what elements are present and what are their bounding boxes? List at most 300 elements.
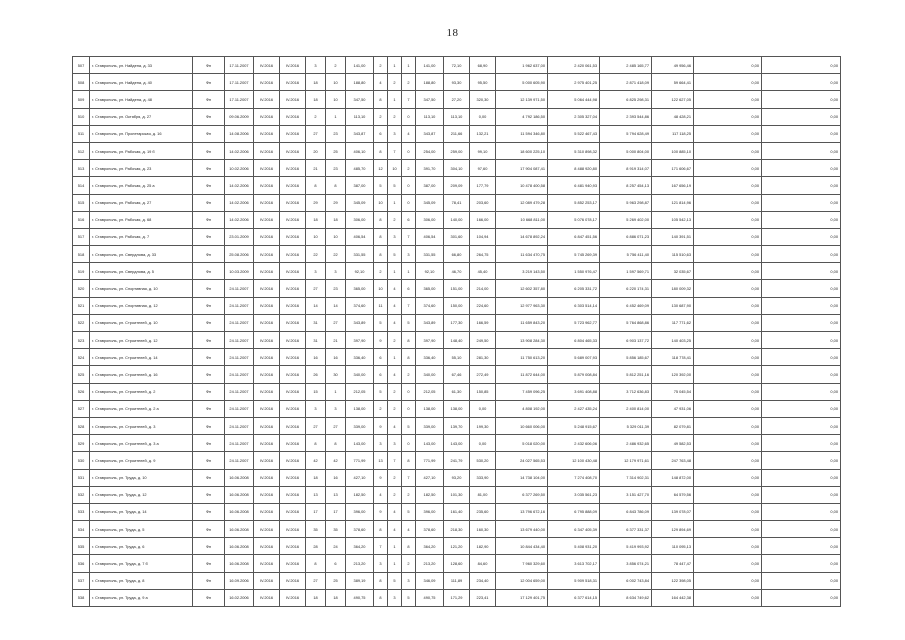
area-relocation-cell: 347,50 [416, 91, 444, 108]
row-number: 525 [73, 366, 90, 383]
premises-private-cell: 1 [388, 194, 402, 211]
residents-cell: 18 [306, 469, 326, 486]
cost-fund-cell: 2 432 606,06 [548, 435, 600, 452]
area-relocation-cell: 339,00 [416, 417, 444, 434]
cost-region-cell: 5 000 804,00 [600, 142, 652, 159]
area-municipal-cell: 530,20 [470, 452, 496, 469]
cost-other-cell: 0,00 [762, 211, 841, 228]
plan-start-cell: IV.2016 [254, 211, 280, 228]
residents-relocated-cell: 18 [326, 589, 346, 606]
address-cell: г. Ставрополь, ул. Трудa, д. 6 [90, 538, 193, 555]
cost-other-cell: 0,00 [762, 91, 841, 108]
cost-total-cell: 12 004 659,00 [496, 572, 548, 589]
table-row [73, 228, 841, 245]
cost-total-cell: 10 660 006,00 [496, 417, 548, 434]
cost-extra-cell: 0,00 [694, 417, 762, 434]
area-private-cell: 121,20 [444, 538, 470, 555]
table-row [73, 383, 841, 400]
premises-count-cell: 8 [374, 521, 388, 538]
residents-relocated-cell: 35 [326, 521, 346, 538]
plan-start-cell: IV.2016 [254, 366, 280, 383]
area-private-cell: 139,70 [444, 417, 470, 434]
area-municipal-cell: 166,00 [470, 211, 496, 228]
cost-local-cell: 139 078,07 [652, 503, 694, 520]
wall-material-cell: Фн [193, 263, 225, 280]
premises-private-cell: 3 [388, 435, 402, 452]
row-number: 537 [73, 572, 90, 589]
area-total-cell: 138,00 [346, 400, 374, 417]
area-total-cell: 331,55 [346, 246, 374, 263]
address-cell: г. Ставрополь, ул. Рабочая, д. 68 [90, 211, 193, 228]
address-cell: г. Ставрополь, ул. Пролетарская, д. 16 [90, 125, 193, 142]
cost-other-cell: 0,00 [762, 297, 841, 314]
address-cell: г. Ставрополь, ул. Строителей, д. 3 [90, 417, 193, 434]
area-relocation-cell: 365,00 [416, 280, 444, 297]
residents-cell: 31 [306, 332, 326, 349]
area-municipal-cell: 0,00 [470, 435, 496, 452]
page-number: 18 [446, 27, 459, 39]
row-number: 538 [73, 589, 90, 606]
residents-relocated-cell: 16 [326, 349, 346, 366]
plan-end-cell: IV.2016 [280, 366, 306, 383]
plan-end-cell: IV.2016 [280, 246, 306, 263]
table-row [73, 57, 841, 74]
residents-relocated-cell: 23 [326, 160, 346, 177]
table-row [73, 194, 841, 211]
area-private-cell: 259,00 [444, 142, 470, 159]
cost-extra-cell: 0,00 [694, 57, 762, 74]
cost-other-cell: 0,00 [762, 194, 841, 211]
cost-local-cell: 117 771,62 [652, 314, 694, 331]
cost-total-cell: 6 377 269,50 [496, 486, 548, 503]
cost-local-cell: 121 814,96 [652, 194, 694, 211]
premises-municipal-cell: 2 [402, 486, 416, 503]
cost-other-cell: 0,00 [762, 246, 841, 263]
cost-local-cell: 171 606,67 [652, 160, 694, 177]
area-private-cell: 304,10 [444, 160, 470, 177]
premises-count-cell: 2 [374, 400, 388, 417]
plan-start-cell: IV.2016 [254, 521, 280, 538]
area-private-cell: 150,00 [444, 297, 470, 314]
premises-count-cell: 6 [374, 349, 388, 366]
cost-fund-cell: 2 420 061,53 [548, 57, 600, 74]
cost-fund-cell: 2 305 327,04 [548, 108, 600, 125]
cost-extra-cell: 0,00 [694, 366, 762, 383]
residents-cell: 8 [306, 177, 326, 194]
area-relocation-cell: 490,75 [416, 589, 444, 606]
area-municipal-cell: 235,60 [470, 503, 496, 520]
cost-other-cell: 0,00 [762, 486, 841, 503]
plan-start-cell: IV.2016 [254, 452, 280, 469]
premises-private-cell: 1 [388, 91, 402, 108]
table-row [73, 125, 841, 142]
address-cell: г. Ставрополь, ул. Октября, д. 27 [90, 108, 193, 125]
commission-date-cell: 24.11.2007 [225, 400, 254, 417]
plan-start-cell: IV.2016 [254, 314, 280, 331]
residents-relocated-cell: 17 [326, 503, 346, 520]
address-cell: г. Ставрополь, ул. Найдена, д. 40 [90, 74, 193, 91]
area-municipal-cell: 272,49 [470, 366, 496, 383]
wall-material-cell: Фн [193, 74, 225, 91]
plan-start-cell: IV.2016 [254, 91, 280, 108]
area-total-cell: 365,00 [346, 280, 374, 297]
area-total-cell: 339,00 [346, 417, 374, 434]
residents-relocated-cell: 27 [326, 314, 346, 331]
cost-total-cell: 10 668 811,00 [496, 211, 548, 228]
register-table [72, 56, 841, 607]
residents-cell: 29 [306, 194, 326, 211]
cost-region-cell: 8 634 749,62 [600, 589, 652, 606]
premises-municipal-cell: 3 [402, 572, 416, 589]
row-number: 520 [73, 280, 90, 297]
commission-date-cell: 09.06.2009 [225, 108, 254, 125]
cost-fund-cell: 1 550 976,47 [548, 263, 600, 280]
premises-count-cell: 9 [374, 417, 388, 434]
cost-region-cell: 3 712 636,83 [600, 383, 652, 400]
plan-end-cell: IV.2016 [280, 108, 306, 125]
table-row [73, 74, 841, 91]
area-total-cell: 406,54 [346, 228, 374, 245]
area-relocation-cell: 182,50 [416, 486, 444, 503]
premises-private-cell: 4 [388, 521, 402, 538]
commission-date-cell: 17.11.2007 [225, 74, 254, 91]
premises-count-cell: 6 [374, 366, 388, 383]
table-row [73, 280, 841, 297]
area-total-cell: 113,10 [346, 108, 374, 125]
plan-start-cell: IV.2016 [254, 74, 280, 91]
premises-municipal-cell: 0 [402, 142, 416, 159]
cost-extra-cell: 0,00 [694, 314, 762, 331]
wall-material-cell: Фн [193, 503, 225, 520]
area-relocation-cell: 138,00 [416, 400, 444, 417]
wall-material-cell: Фн [193, 246, 225, 263]
table-row [73, 91, 841, 108]
premises-count-cell: 3 [374, 435, 388, 452]
address-cell: г. Ставрополь, ул. Трудa, д. 9 а [90, 589, 193, 606]
premises-municipal-cell: 5 [402, 589, 416, 606]
cost-extra-cell: 0,00 [694, 435, 762, 452]
commission-date-cell: 24.11.2007 [225, 280, 254, 297]
cost-region-cell: 1 597 569,71 [600, 263, 652, 280]
cost-region-cell: 2 486 932,65 [600, 435, 652, 452]
wall-material-cell: Фн [193, 435, 225, 452]
cost-region-cell: 3 856 074,21 [600, 555, 652, 572]
premises-count-cell: 4 [374, 486, 388, 503]
premises-count-cell: 13 [374, 452, 388, 469]
premises-private-cell: 5 [388, 246, 402, 263]
area-municipal-cell: 104,94 [470, 228, 496, 245]
cost-other-cell: 0,00 [762, 125, 841, 142]
area-private-cell: 148,40 [444, 332, 470, 349]
cost-local-cell: 49 956,46 [652, 57, 694, 74]
cost-other-cell: 0,00 [762, 572, 841, 589]
area-private-cell: 93,20 [444, 469, 470, 486]
cost-extra-cell: 0,00 [694, 521, 762, 538]
address-cell: г. Ставрополь, ул. Строителей, д. 2 а [90, 400, 193, 417]
cost-fund-cell: 6 804 465,33 [548, 332, 600, 349]
wall-material-cell: Фн [193, 383, 225, 400]
commission-date-cell: 16.09.2006 [225, 572, 254, 589]
premises-private-cell: 5 [388, 177, 402, 194]
cost-total-cell: 12 602 357,80 [496, 280, 548, 297]
area-private-cell: 111,89 [444, 572, 470, 589]
cost-region-cell: 6 886 071,23 [600, 228, 652, 245]
plan-end-cell: IV.2016 [280, 263, 306, 280]
cost-extra-cell: 0,00 [694, 228, 762, 245]
cost-extra-cell: 0,00 [694, 486, 762, 503]
area-total-cell: 427,10 [346, 469, 374, 486]
wall-material-cell: Фн [193, 332, 225, 349]
residents-cell: 26 [306, 366, 326, 383]
row-number: 534 [73, 521, 90, 538]
cost-extra-cell: 0,00 [694, 194, 762, 211]
commission-date-cell: 24.11.2007 [225, 383, 254, 400]
cost-total-cell: 13 908 284,30 [496, 332, 548, 349]
area-municipal-cell: 177,79 [470, 177, 496, 194]
cost-fund-cell: 6 795 888,09 [548, 503, 600, 520]
cost-fund-cell: 5 408 931,20 [548, 538, 600, 555]
address-cell: г. Ставрополь, ул. Рабочая, д. 23 [90, 160, 193, 177]
area-total-cell: 397,90 [346, 332, 374, 349]
cost-extra-cell: 0,00 [694, 125, 762, 142]
area-municipal-cell: 99,10 [470, 142, 496, 159]
premises-count-cell: 5 [374, 383, 388, 400]
residents-relocated-cell: 14 [326, 297, 346, 314]
premises-municipal-cell: 6 [402, 211, 416, 228]
wall-material-cell: Фн [193, 521, 225, 538]
premises-private-cell: 4 [388, 366, 402, 383]
premises-municipal-cell: 5 [402, 503, 416, 520]
residents-relocated-cell: 10 [326, 228, 346, 245]
premises-municipal-cell: 8 [402, 452, 416, 469]
premises-count-cell: 2 [374, 57, 388, 74]
cost-extra-cell: 0,00 [694, 383, 762, 400]
cost-fund-cell: 5 723 962,77 [548, 314, 600, 331]
cost-fund-cell: 5 248 915,67 [548, 417, 600, 434]
plan-end-cell: IV.2016 [280, 417, 306, 434]
cost-total-cell: 5 000 605,90 [496, 74, 548, 91]
residents-cell: 18 [306, 91, 326, 108]
residents-cell: 13 [306, 486, 326, 503]
commission-date-cell: 24.11.2007 [225, 452, 254, 469]
residents-cell: 27 [306, 280, 326, 297]
commission-date-cell: 24.11.2007 [225, 435, 254, 452]
area-private-cell: 72,10 [444, 57, 470, 74]
commission-date-cell: 14.02.2006 [225, 177, 254, 194]
area-relocation-cell: 406,54 [416, 228, 444, 245]
area-relocation-cell: 396,00 [416, 503, 444, 520]
wall-material-cell: Фн [193, 108, 225, 125]
cost-region-cell: 6 220 174,31 [600, 280, 652, 297]
residents-relocated-cell: 3 [326, 400, 346, 417]
area-total-cell: 387,00 [346, 177, 374, 194]
area-municipal-cell: 84,60 [470, 555, 496, 572]
row-number: 535 [73, 538, 90, 555]
residents-relocated-cell: 23 [326, 125, 346, 142]
plan-start-cell: IV.2016 [254, 160, 280, 177]
premises-municipal-cell: 7 [402, 91, 416, 108]
premises-count-cell: 4 [374, 74, 388, 91]
row-number: 513 [73, 160, 90, 177]
residents-cell: 16 [306, 349, 326, 366]
area-total-cell: 396,00 [346, 503, 374, 520]
area-municipal-cell: 0,00 [470, 400, 496, 417]
cost-other-cell: 0,00 [762, 177, 841, 194]
cost-local-cell: 49 582,53 [652, 435, 694, 452]
cost-region-cell: 6 825 298,31 [600, 91, 652, 108]
commission-date-cell: 25.08.2006 [225, 246, 254, 263]
cost-extra-cell: 0,00 [694, 211, 762, 228]
commission-date-cell: 16.06.2008 [225, 555, 254, 572]
area-total-cell: 182,50 [346, 486, 374, 503]
cost-total-cell: 24 027 565,53 [496, 452, 548, 469]
area-private-cell: 218,30 [444, 521, 470, 538]
row-number: 512 [73, 142, 90, 159]
area-relocation-cell: 771,99 [416, 452, 444, 469]
residents-relocated-cell: 2 [326, 57, 346, 74]
commission-date-cell: 17.11.2007 [225, 57, 254, 74]
commission-date-cell: 24.11.2007 [225, 314, 254, 331]
residents-relocated-cell: 22 [326, 246, 346, 263]
premises-count-cell: 5 [374, 314, 388, 331]
premises-private-cell: 3 [388, 228, 402, 245]
row-number: 532 [73, 486, 90, 503]
area-private-cell: 66,80 [444, 246, 470, 263]
residents-relocated-cell: 21 [326, 332, 346, 349]
area-municipal-cell: 224,60 [470, 297, 496, 314]
premises-municipal-cell: 6 [402, 280, 416, 297]
premises-count-cell: 8 [374, 246, 388, 263]
premises-count-cell: 9 [374, 332, 388, 349]
cost-extra-cell: 0,00 [694, 555, 762, 572]
area-municipal-cell: 281,30 [470, 349, 496, 366]
premises-municipal-cell: 8 [402, 332, 416, 349]
wall-material-cell: Фн [193, 400, 225, 417]
cost-region-cell: 2 485 165,77 [600, 57, 652, 74]
address-cell: г. Ставрополь, ул. Свердлова, д. 5 [90, 263, 193, 280]
residents-relocated-cell: 13 [326, 486, 346, 503]
cost-other-cell: 0,00 [762, 538, 841, 555]
plan-start-cell: IV.2016 [254, 263, 280, 280]
premises-municipal-cell: 2 [402, 74, 416, 91]
cost-local-cell: 115 510,63 [652, 246, 694, 263]
premises-municipal-cell: 5 [402, 417, 416, 434]
premises-count-cell: 10 [374, 280, 388, 297]
cost-extra-cell: 0,00 [694, 246, 762, 263]
cost-extra-cell: 0,00 [694, 349, 762, 366]
plan-end-cell: IV.2016 [280, 589, 306, 606]
premises-private-cell: 1 [388, 57, 402, 74]
plan-start-cell: IV.2016 [254, 469, 280, 486]
cost-local-cell: 140 391,51 [652, 228, 694, 245]
cost-fund-cell: 6 205 331,72 [548, 280, 600, 297]
cost-fund-cell: 2 427 435,24 [548, 400, 600, 417]
commission-date-cell: 14.02.2006 [225, 142, 254, 159]
area-total-cell: 141,00 [346, 57, 374, 74]
area-private-cell: 78,41 [444, 194, 470, 211]
row-number: 521 [73, 297, 90, 314]
area-total-cell: 364,20 [346, 538, 374, 555]
table-row [73, 503, 841, 520]
cost-other-cell: 0,00 [762, 332, 841, 349]
area-relocation-cell: 346,09 [416, 572, 444, 589]
cost-extra-cell: 0,00 [694, 177, 762, 194]
area-relocation-cell: 345,09 [416, 194, 444, 211]
premises-private-cell: 2 [388, 383, 402, 400]
address-cell: г. Ставрополь, ул. Найдена, д. 48 [90, 91, 193, 108]
premises-count-cell: 8 [374, 228, 388, 245]
premises-municipal-cell: 0 [402, 194, 416, 211]
table-row [73, 469, 841, 486]
area-private-cell: 101,30 [444, 486, 470, 503]
premises-municipal-cell: 0 [402, 383, 416, 400]
cost-extra-cell: 0,00 [694, 589, 762, 606]
cost-fund-cell: 3 035 561,23 [548, 486, 600, 503]
cost-region-cell: 2 871 418,09 [600, 74, 652, 91]
table-row [73, 417, 841, 434]
cost-fund-cell: 12 100 430,48 [548, 452, 600, 469]
row-number: 529 [73, 435, 90, 452]
cost-extra-cell: 0,00 [694, 263, 762, 280]
cost-total-cell: 13 796 672,16 [496, 503, 548, 520]
table-row [73, 332, 841, 349]
address-cell: г. Ставрополь, ул. Трудa, д. 7 б [90, 555, 193, 572]
area-municipal-cell: 223,41 [470, 589, 496, 606]
area-municipal-cell: 45,40 [470, 263, 496, 280]
commission-date-cell: 16.06.2008 [225, 538, 254, 555]
cost-total-cell: 7 459 096,25 [496, 383, 548, 400]
cost-region-cell: 5 812 251,16 [600, 366, 652, 383]
wall-material-cell: Фн [193, 589, 225, 606]
area-municipal-cell: 81,00 [470, 486, 496, 503]
row-number: 508 [73, 74, 90, 91]
commission-date-cell: 14.02.2006 [225, 211, 254, 228]
wall-material-cell: Фн [193, 314, 225, 331]
residents-cell: 18 [306, 74, 326, 91]
premises-count-cell: 8 [374, 572, 388, 589]
residents-cell: 14 [306, 297, 326, 314]
plan-start-cell: IV.2016 [254, 142, 280, 159]
cost-region-cell: 5 856 185,67 [600, 349, 652, 366]
address-cell: г. Ставрополь, ул. Строителей, д. 14 [90, 349, 193, 366]
plan-start-cell: IV.2016 [254, 349, 280, 366]
area-private-cell: 143,00 [444, 435, 470, 452]
residents-cell: 8 [306, 555, 326, 572]
plan-end-cell: IV.2016 [280, 332, 306, 349]
area-total-cell: 213,20 [346, 555, 374, 572]
residents-cell: 18 [306, 211, 326, 228]
premises-count-cell: 2 [374, 263, 388, 280]
address-cell: г. Ставрополь, ул. Рабочая, д. 27 [90, 194, 193, 211]
area-municipal-cell: 214,00 [470, 280, 496, 297]
cost-local-cell: 129 894,69 [652, 521, 694, 538]
premises-private-cell: 4 [388, 314, 402, 331]
table-row [73, 538, 841, 555]
row-number: 510 [73, 108, 90, 125]
commission-date-cell: 10.02.2006 [225, 160, 254, 177]
cost-fund-cell: 5 879 008,84 [548, 366, 600, 383]
area-total-cell: 143,00 [346, 435, 374, 452]
cost-other-cell: 0,00 [762, 57, 841, 74]
cost-other-cell: 0,00 [762, 589, 841, 606]
cost-local-cell: 122 627,05 [652, 91, 694, 108]
area-relocation-cell: 92,10 [416, 263, 444, 280]
area-municipal-cell: 333,90 [470, 469, 496, 486]
plan-start-cell: IV.2016 [254, 400, 280, 417]
premises-municipal-cell: 1 [402, 57, 416, 74]
table-row [73, 297, 841, 314]
commission-date-cell: 16.02.2006 [225, 589, 254, 606]
